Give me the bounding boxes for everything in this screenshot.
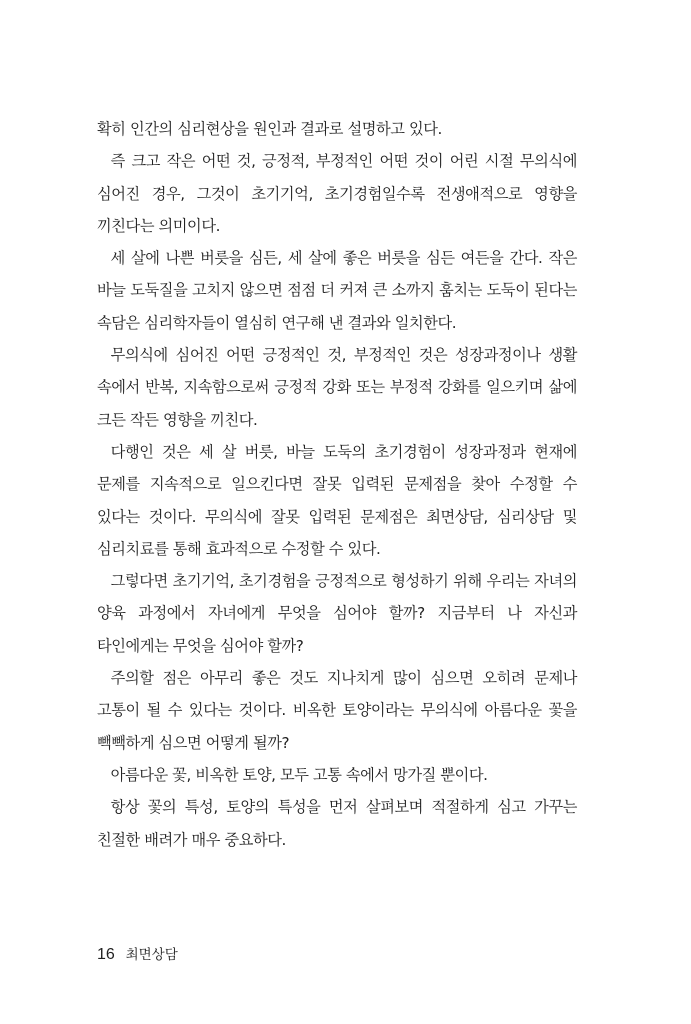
paragraph-3: 세 살에 나쁜 버릇을 심든, 세 살에 좋은 버릇을 심든 여든을 간다. 작은 바늘 도둑질을 고치지 않으면 점점 더 커져 큰 소까지 훔치는 도둑이 된다는 속담은 심리학자들이 열심히 연구해 낸 결과와 일치한다. (97, 249, 577, 332)
page-number: 16 (97, 946, 115, 963)
paragraph-9: 항상 꽃의 특성, 토양의 특성을 먼저 살펴보며 적절하게 심고 가꾸는 친절한 배려가 매우 중요하다. (97, 798, 577, 849)
paragraph-4: 무의식에 심어진 어떤 긍정적인 것, 부정적인 것은 성장과정이나 생활 속에서 반복, 지속함으로써 긍정적 강화 또는 부정적 강화를 일으키며 삶에 크든 작든 영향을 끼친다. (97, 346, 577, 429)
paragraph-6: 그렇다면 초기기억, 초기경험을 긍정적으로 형성하기 위해 우리는 자녀의 양육 과정에서 자녀에게 무엇을 심어야 할까? 지금부터 나 자신과 타인에게는 무엇을 심어야 할까? (97, 572, 577, 655)
running-title: 최면상담 (125, 947, 178, 963)
paragraph-8: 아름다운 꽃, 비옥한 토양, 모두 고통 속에서 망가질 뿐이다. (110, 765, 488, 784)
page-footer (97, 944, 178, 965)
paragraph-5: 다행인 것은 세 살 버릇, 바늘 도둑의 초기경험이 성장과정과 현재에 문제를 지속적으로 일으킨다면 잘못 입력된 문제점을 찾아 수정할 수 있다는 것이다. 무의식에 잘못 입력된 문제점은 최면상담, 심리상담 및 심리치료를 통해 효과적으로 수정할 수 있다. (97, 442, 577, 558)
page-body (97, 113, 577, 856)
paragraph-2: 즉 크고 작은 어떤 것, 긍정적, 부정적인 어떤 것이 어린 시절 무의식에 심어진 경우, 그것이 초기기억, 초기경험일수록 전생애적으로 영향을 끼친다는 의미이다. (97, 152, 577, 235)
paragraph-1: 확히 인간의 심리현상을 원인과 결과로 설명하고 있다. (97, 120, 442, 138)
paragraph-7: 주의할 점은 아무리 좋은 것도 지나치게 많이 심으면 오히려 문제나 고통이 될 수 있다는 것이다. 비옥한 토양이라는 무의식에 아름다운 꽃을 빽빽하게 심으면 어떻게 될까? (97, 669, 577, 752)
